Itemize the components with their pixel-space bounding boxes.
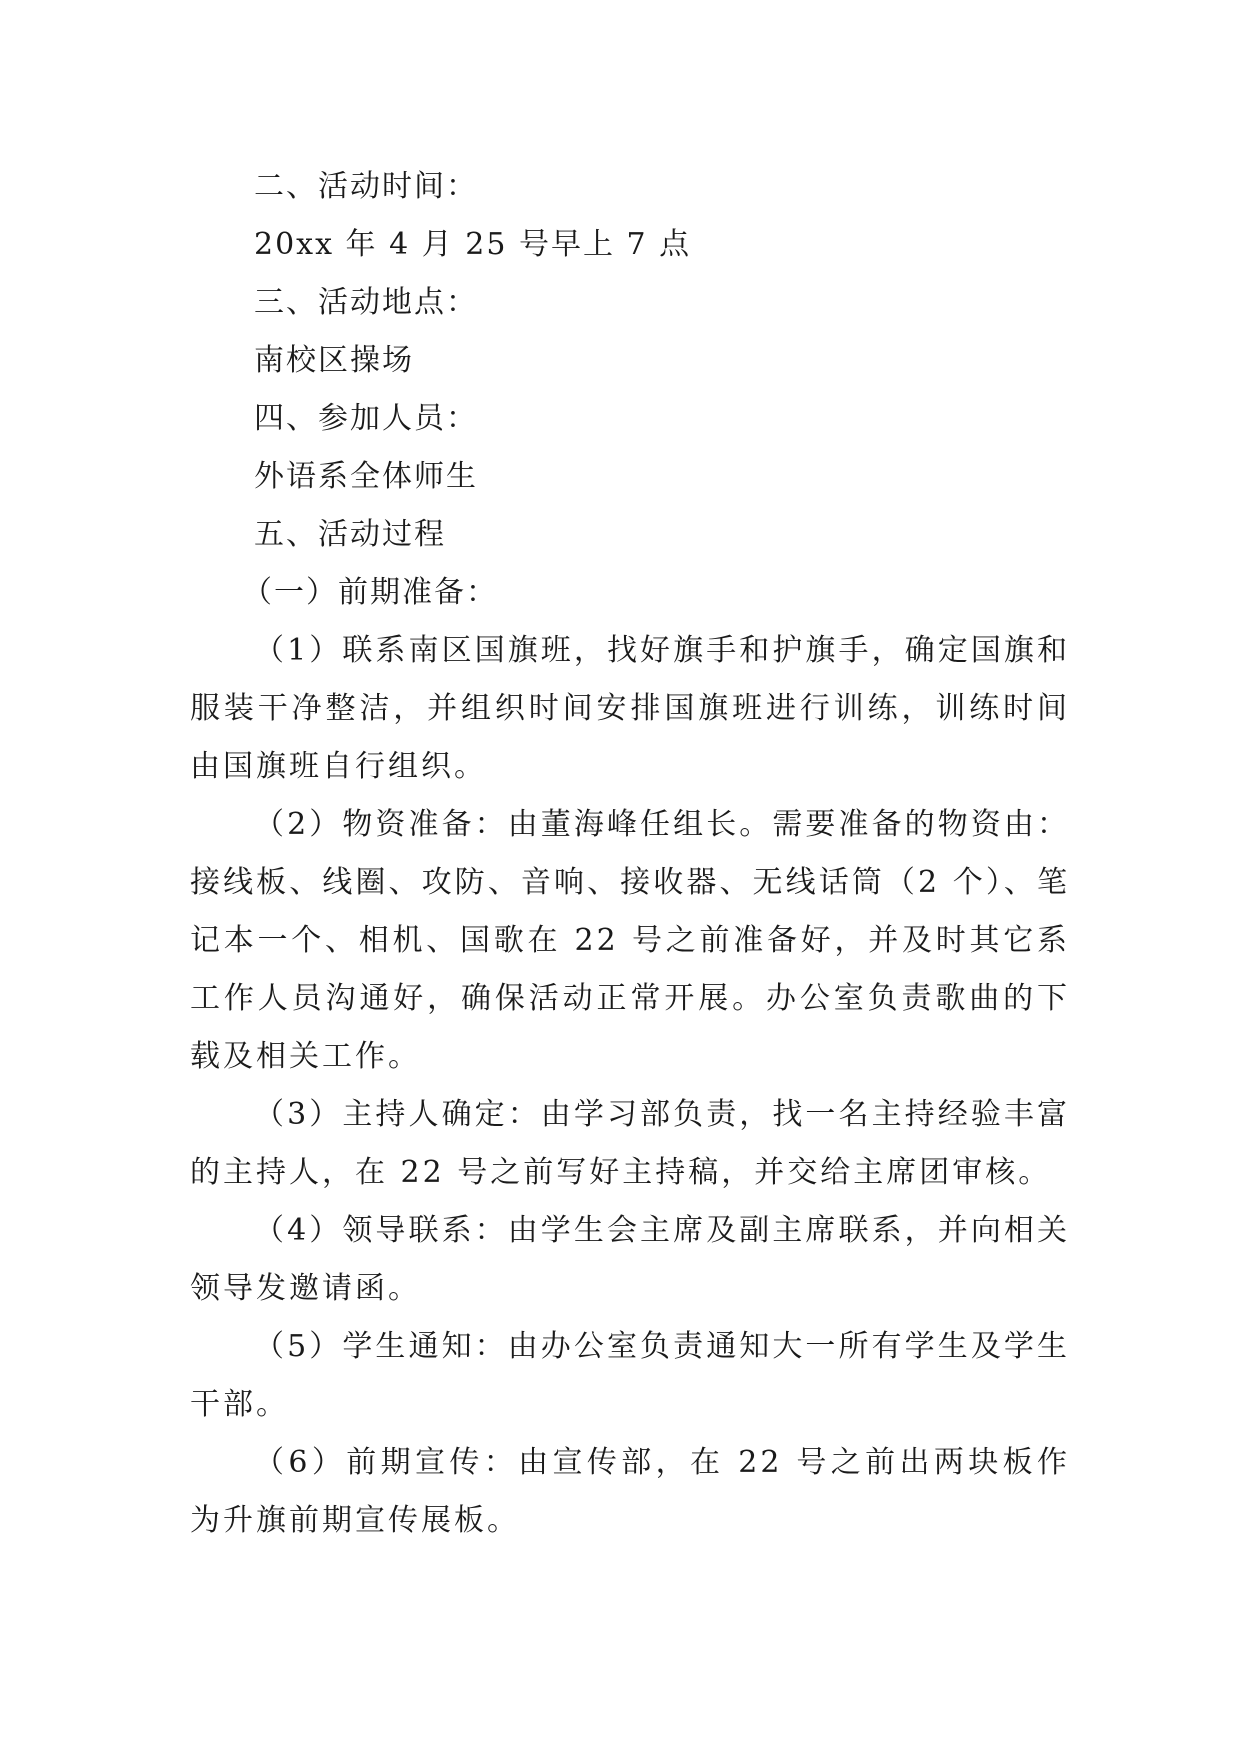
paragraph-materials: （2）物资准备：由董海峰任组长。需要准备的物资由：接线板、线圈、攻防、音响、接收器、无线话筒（2 个）、笔记本一个、相机、国歌在 22 号之前准备好，并及时其它系工作人员沟通好，确保活动正常开展。办公室负责歌曲的下载及相关工作。 — [190, 807, 1070, 1074]
section-heading-time: 二、活动时间： — [254, 169, 478, 204]
paragraph-publicity: （6）前期宣传：由宣传部，在 22 号之前出两块板作为升旗前期宣传展板。 — [190, 1445, 1070, 1538]
paragraph-leaders: （4）领导联系：由学生会主席及副主席联系，并向相关领导发邀请函。 — [190, 1213, 1070, 1306]
section-heading-process: 五、活动过程 — [254, 517, 446, 552]
activity-time: 20xx 年 4 月 25 号早上 7 点 — [254, 227, 692, 262]
paragraph-student-notice: （5）学生通知：由办公室负责通知大一所有学生及学生干部。 — [190, 1329, 1070, 1422]
paragraph-host: （3）主持人确定：由学习部负责，找一名主持经验丰富的主持人，在 22 号之前写好主持稿，并交给主席团审核。 — [190, 1097, 1070, 1190]
document-body — [190, 158, 1070, 1550]
section-heading-place: 三、活动地点： — [254, 285, 478, 320]
subsection-heading-preparation: （一）前期准备： — [242, 575, 498, 610]
paragraph-flag-team: （1）联系南区国旗班，找好旗手和护旗手，确定国旗和服装干净整洁，并组织时间安排国旗班进行训练，训练时间由国旗班自行组织。 — [190, 633, 1070, 784]
section-heading-people: 四、参加人员： — [254, 401, 478, 436]
activity-place: 南校区操场 — [254, 343, 414, 378]
participants: 外语系全体师生 — [254, 459, 478, 494]
